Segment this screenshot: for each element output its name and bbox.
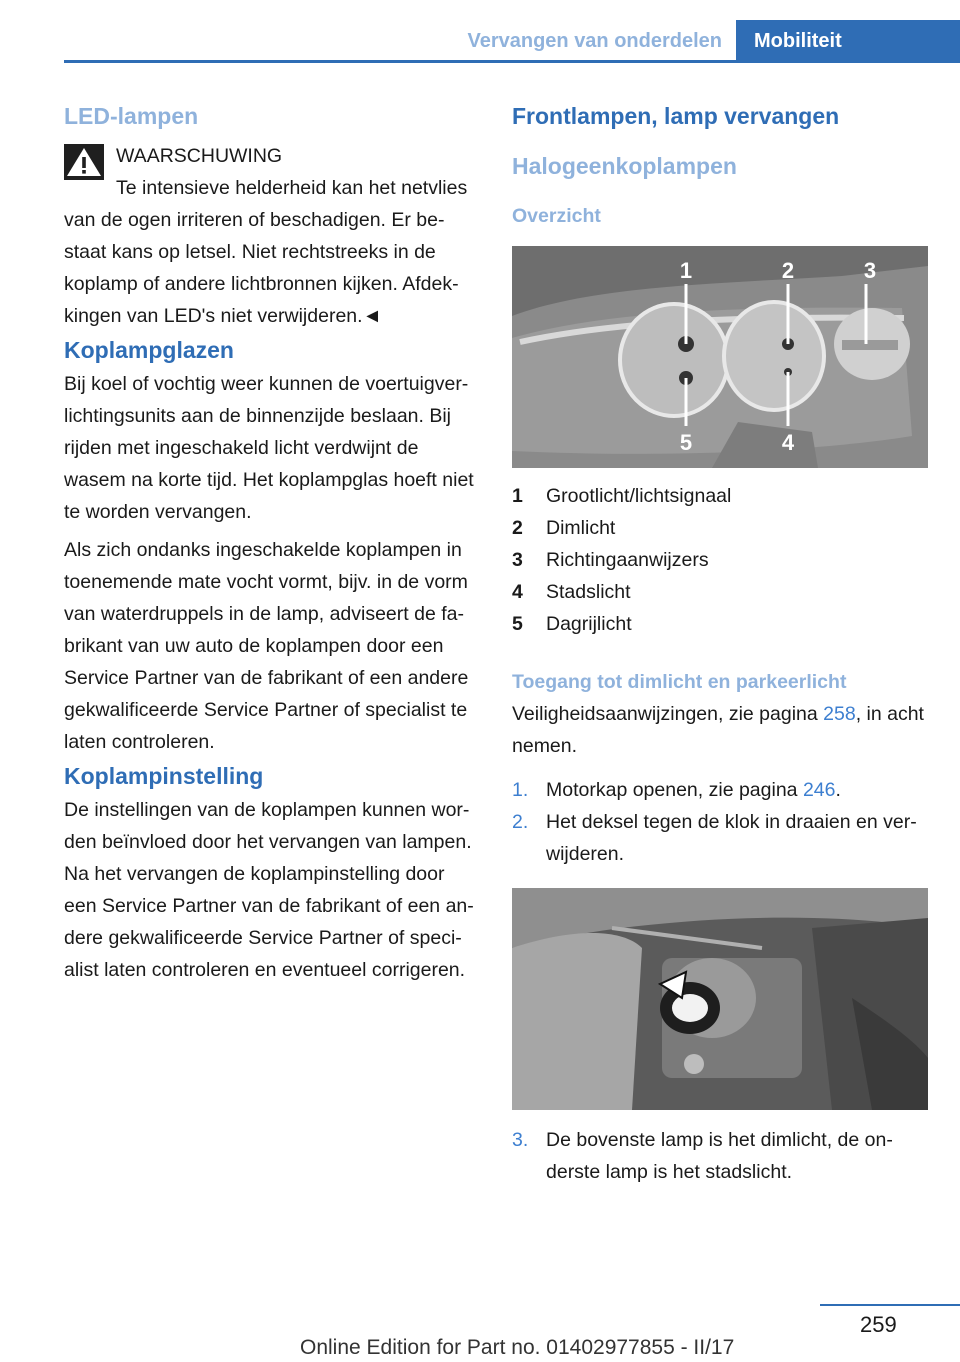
list-item (512, 480, 928, 512)
page-link-246[interactable]: 246 (802, 779, 836, 801)
warning-title: WAARSCHUWING (116, 145, 283, 167)
koplampinstelling-heading: Koplampinstelling (64, 763, 264, 789)
list-item (512, 544, 928, 576)
safety-paragraph (512, 698, 928, 762)
list-item-number: 5 (512, 613, 523, 635)
list-item-label: Grootlicht/lichtsignaal (546, 485, 732, 507)
header-rule (64, 60, 960, 63)
step-item (512, 806, 928, 870)
steps-list-continued (512, 1124, 928, 1188)
callout-2: 2 (781, 258, 795, 283)
list-item (512, 576, 928, 608)
warning-icon (64, 144, 104, 180)
list-item-number: 3 (512, 549, 523, 571)
toegang-heading: Toegang tot dimlicht en parkeerlicht (512, 671, 847, 693)
warning-text: van de ogen irriteren of beschadigen. Er be-staat kans op letsel. Niet rechtstreeks in de koplamp of andere lichtbronnen kijken. Afdek-kingen van LED's niet verwijderen.◄ (64, 209, 459, 327)
koplampglazen-paragraph-2: Als zich ondanks ingeschakelde koplampen in toenemende mate vocht vormt, bijv. in de vorm van waterdruppels in de lamp, adviseert de fa-brikant van uw auto de koplampen door een Service Partner van de fabrikant of een andere gekwalificeerde Service Partner of specialist te laten controleren. (64, 539, 469, 753)
running-header-section: Vervangen van onderdelen (467, 30, 722, 52)
step-text: Het deksel tegen de klok in draaien en ver-wijderen. (546, 811, 917, 865)
step-number: 3. (512, 1129, 529, 1151)
footer-rule (820, 1304, 960, 1306)
section-title: Frontlampen, lamp vervangen (512, 103, 840, 129)
koplampglazen-paragraph-1: Bij koel of vochtig weer kunnen de voertuigver-lichtingsunits aan de binnenzijde beslaan. Bij rijden met ingeschakeld licht verdwijnt de wasem na korte tijd. Het koplampglas hoeft niet te worden vervangen. (64, 373, 474, 523)
step-text: Motorkap openen, zie pagina 246. (546, 779, 841, 801)
callout-3: 3 (863, 258, 877, 283)
right-column (512, 98, 928, 1188)
edition-footer: Online Edition for Part no. 01402977855 - II/17 (300, 1336, 735, 1359)
koplampglazen-heading: Koplampglazen (64, 337, 234, 363)
callout-1: 1 (679, 258, 693, 283)
page-number: 259 (860, 1312, 897, 1337)
list-item-number: 1 (512, 485, 523, 507)
list-item-number: 2 (512, 517, 523, 539)
callout-5: 5 (679, 430, 693, 455)
step-item (512, 1124, 928, 1188)
step-number: 2. (512, 811, 529, 833)
safety-text: Veiligheidsaanwijzingen, zie pagina (512, 703, 818, 725)
steps-list (512, 774, 928, 870)
page-link-258[interactable]: 258 (823, 703, 856, 725)
overzicht-heading: Overzicht (512, 205, 601, 227)
step-text: De bovenste lamp is het dimlicht, de on-derste lamp is het stadslicht. (546, 1129, 893, 1183)
step-item (512, 774, 928, 806)
list-item-label: Dimlicht (546, 517, 616, 539)
safety-text-end: , in acht nemen. (512, 703, 924, 757)
koplampinstelling-paragraph: De instellingen van de koplampen kunnen wor-den beïnvloed door het vervangen van lampen. Na het vervangen de koplampinstelling door een Service Partner van de fabrikant of een an-dere gekwalificeerde Service Partner of speci-alist laten controleren en eventueel corrigeren. (64, 799, 474, 981)
warning-text-line1: Te intensieve helderheid kan het netvlies (116, 177, 468, 199)
callout-4: 4 (781, 430, 795, 455)
list-item-label: Richtingaanwijzers (546, 549, 709, 571)
list-item-label: Dagrijlicht (546, 613, 632, 635)
engine-bay-figure (512, 888, 928, 1110)
legend-list (512, 480, 928, 640)
step-number: 1. (512, 779, 529, 801)
left-column (64, 98, 480, 986)
list-item-label: Stadslicht (546, 581, 631, 603)
chapter-tab[interactable]: Mobiliteit (736, 20, 960, 62)
list-item (512, 608, 928, 640)
halogeen-heading: Halogeenkoplampen (512, 153, 737, 179)
list-item-number: 4 (512, 581, 523, 603)
headlamp-overview-figure (512, 246, 928, 468)
list-item (512, 512, 928, 544)
warning-block (64, 140, 480, 332)
led-lampen-heading: LED-lampen (64, 103, 199, 129)
